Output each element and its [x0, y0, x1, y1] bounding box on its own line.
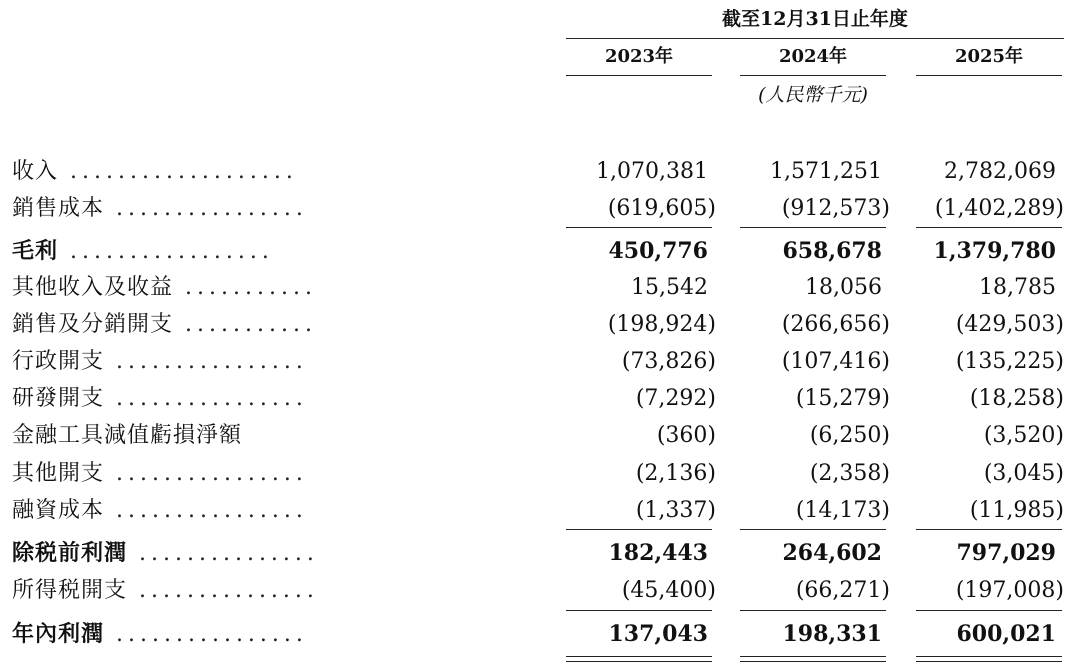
leader-dots: ...................	[58, 159, 298, 184]
row-label	[12, 457, 527, 491]
table-row	[0, 419, 1080, 453]
leader-dots: ................	[104, 349, 308, 374]
subtotal-rule	[740, 227, 886, 228]
row-label-text: 除税前利潤	[12, 540, 128, 566]
subtotal-rule	[916, 610, 1062, 611]
year-underline-2024	[740, 75, 886, 76]
value-cell: (6,250)	[809, 423, 890, 448]
row-label-text: 年內利潤	[12, 621, 105, 647]
value-cell: 2,782,069	[944, 159, 1056, 184]
value-cell: 18,056	[805, 275, 882, 300]
subtotal-rule	[740, 610, 886, 611]
value-cell: (14,173)	[795, 498, 890, 523]
value-cell: (1,337)	[635, 498, 716, 523]
subtotal-rule	[566, 610, 712, 611]
table-row	[0, 457, 1080, 491]
row-label-text: 研發開支	[12, 386, 105, 411]
column-group-header: 截至12月31日止年度	[722, 8, 908, 30]
value-cell: 1,070,381	[596, 159, 708, 184]
year-underline-2025	[916, 75, 1062, 76]
leader-dots: ................	[104, 196, 308, 221]
table-row	[0, 382, 1080, 416]
value-cell: (619,605)	[607, 196, 716, 221]
leader-dots: ................	[104, 386, 308, 411]
row-label-text: 行政開支	[12, 349, 105, 374]
value-cell: (2,358)	[809, 461, 890, 486]
value-cell: (7,292)	[635, 386, 716, 411]
value-cell: (912,573)	[781, 196, 890, 221]
value-cell: 658,678	[782, 238, 882, 264]
row-label	[12, 536, 527, 570]
row-label-text: 銷售成本	[12, 196, 105, 221]
leader-dots: ...........	[173, 312, 317, 337]
value-cell: (18,258)	[969, 386, 1064, 411]
value-cell: (73,826)	[621, 349, 716, 374]
value-cell: 450,776	[608, 238, 708, 264]
column-group-underline	[566, 38, 1064, 39]
table-row	[0, 234, 1080, 268]
row-label-text: 其他開支	[12, 461, 105, 486]
table-row	[0, 574, 1080, 608]
subtotal-rule	[566, 227, 712, 228]
row-label-text: 金融工具減值虧損淨額	[12, 423, 243, 448]
value-cell: (1,402,289)	[934, 196, 1064, 221]
leader-dots: ...........	[173, 275, 317, 300]
table-row	[0, 494, 1080, 528]
value-cell: 600,021	[956, 621, 1056, 647]
row-label	[12, 574, 527, 608]
leader-dots: ................	[104, 622, 308, 647]
value-cell: 264,602	[782, 540, 882, 566]
table-row	[0, 155, 1080, 189]
row-label	[12, 419, 527, 453]
row-label	[12, 155, 527, 189]
value-cell: 1,379,780	[933, 238, 1056, 264]
value-cell: 18,785	[979, 275, 1056, 300]
row-label	[12, 192, 527, 226]
row-label-text: 融資成本	[12, 498, 105, 523]
row-label	[12, 617, 527, 651]
row-label-text: 收入	[12, 159, 59, 184]
value-cell: (198,924)	[607, 312, 716, 337]
value-cell: 15,542	[631, 275, 708, 300]
value-cell: 198,331	[782, 621, 882, 647]
value-cell: (45,400)	[621, 578, 716, 603]
unit-note: (人民幣千元)	[758, 84, 868, 106]
subtotal-rule	[566, 529, 712, 530]
table-row	[0, 271, 1080, 305]
value-cell: (66,271)	[795, 578, 890, 603]
value-cell: 797,029	[956, 540, 1056, 566]
subtotal-rule	[916, 529, 1062, 530]
year-header-2023: 2023年	[604, 46, 674, 67]
table-row	[0, 617, 1080, 651]
value-cell: (3,045)	[983, 461, 1064, 486]
total-double-rule	[566, 656, 712, 662]
value-cell: 182,443	[608, 540, 708, 566]
subtotal-rule	[740, 529, 886, 530]
leader-dots: ................	[104, 498, 308, 523]
table-row	[0, 345, 1080, 379]
row-label	[12, 382, 527, 416]
value-cell: 137,043	[608, 621, 708, 647]
subtotal-rule	[916, 227, 1062, 228]
value-cell: (360)	[656, 423, 716, 448]
value-cell: (197,008)	[955, 578, 1064, 603]
value-cell: (135,225)	[955, 349, 1064, 374]
value-cell: (2,136)	[635, 461, 716, 486]
table-row	[0, 192, 1080, 226]
value-cell: (429,503)	[955, 312, 1064, 337]
value-cell: (11,985)	[969, 498, 1064, 523]
total-double-rule	[916, 656, 1062, 662]
value-cell: (3,520)	[983, 423, 1064, 448]
value-cell: (266,656)	[781, 312, 890, 337]
year-underline-2023	[566, 75, 712, 76]
value-cell: (107,416)	[781, 349, 890, 374]
value-cell: 1,571,251	[770, 159, 882, 184]
row-label-text: 銷售及分銷開支	[12, 312, 174, 337]
table-row	[0, 536, 1080, 570]
leader-dots: ................	[104, 461, 308, 486]
year-header-2025: 2025年	[954, 46, 1024, 67]
row-label-text: 其他收入及收益	[12, 275, 174, 300]
value-cell: (15,279)	[795, 386, 890, 411]
row-label	[12, 494, 527, 528]
row-label	[12, 234, 527, 268]
leader-dots: ...............	[127, 578, 319, 603]
leader-dots: .................	[58, 239, 274, 264]
row-label	[12, 308, 527, 342]
total-double-rule	[740, 656, 886, 662]
row-label	[12, 345, 527, 379]
row-label	[12, 271, 527, 305]
year-header-2024: 2024年	[778, 46, 848, 67]
row-label-text: 所得税開支	[12, 578, 128, 603]
table-row	[0, 308, 1080, 342]
row-label-text: 毛利	[12, 238, 59, 264]
leader-dots: ...............	[127, 541, 319, 566]
